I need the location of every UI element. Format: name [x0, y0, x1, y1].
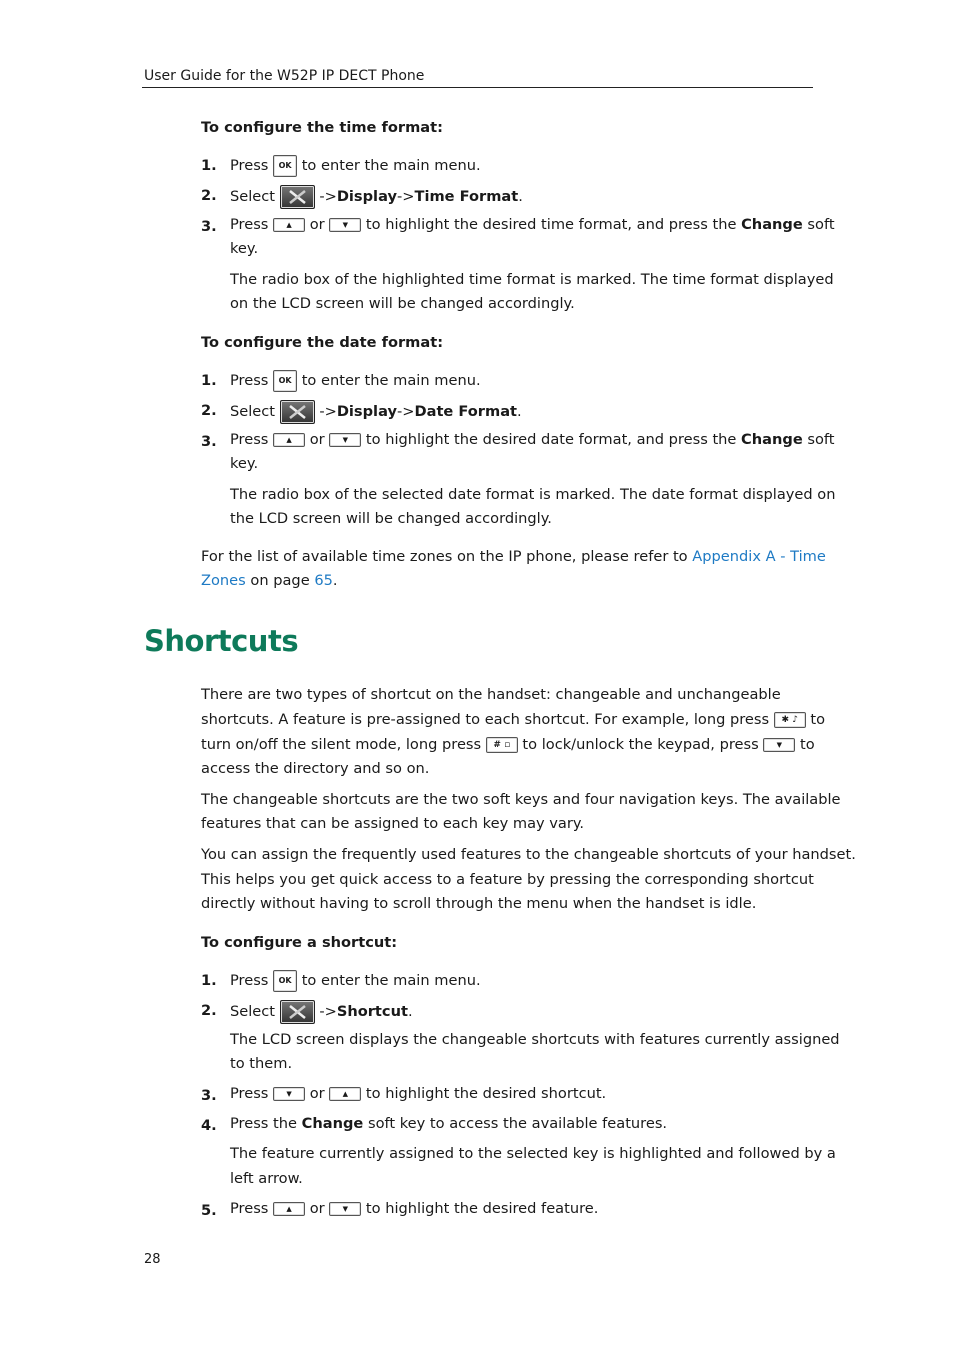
- up-key-icon: ▲: [273, 218, 305, 232]
- step-continuation: key.: [230, 455, 259, 472]
- step-number: 4.: [201, 1117, 217, 1134]
- hash-key-icon: # ▫: [486, 737, 518, 753]
- page-number: 28: [144, 1252, 161, 1267]
- note-text: on the LCD screen will be changed accordingly.: [230, 295, 575, 312]
- up-key-icon: ▲: [329, 1087, 361, 1101]
- paragraph: Zones on page 65.: [201, 572, 338, 589]
- step-text: Press OK to enter the main menu.: [230, 155, 481, 177]
- ok-key-icon: OK: [273, 370, 297, 392]
- step-text: Press ▼ or ▲ to highlight the desired shortcut.: [230, 1085, 607, 1102]
- note-text: The feature currently assigned to the selected key is highlighted and followed by a: [230, 1145, 836, 1162]
- step-text: Press ▲ or ▼ to highlight the desired time format, and press the Change soft: [230, 216, 835, 233]
- paragraph: shortcuts. A feature is pre-assigned to each shortcut. For example, long press ✱ ♪ to: [201, 711, 826, 728]
- step-text: Press OK to enter the main menu.: [230, 370, 481, 392]
- note-text: The radio box of the selected date format is marked. The date format displayed on: [230, 486, 836, 503]
- procedure-heading-date-format: To configure the date format:: [201, 334, 444, 351]
- down-key-icon: ▼: [329, 218, 361, 232]
- paragraph: features that can be assigned to each key may vary.: [201, 815, 585, 832]
- appendix-link[interactable]: Appendix A - Time: [692, 548, 826, 565]
- step-text: Select ->Display->Date Format.: [230, 400, 522, 424]
- page-link[interactable]: 65: [314, 572, 333, 589]
- down-key-icon: ▼: [329, 1202, 361, 1216]
- step-text: Press the Change soft key to access the available features.: [230, 1115, 668, 1132]
- running-header: User Guide for the W52P IP DECT Phone: [144, 68, 425, 84]
- star-key-icon: ✱ ♪: [774, 712, 806, 728]
- step-number: 2.: [201, 402, 217, 419]
- procedure-heading-time-format: To configure the time format:: [201, 119, 443, 136]
- paragraph: This helps you get quick access to a feature by pressing the corresponding shortcut: [201, 871, 814, 888]
- header-rule: [142, 87, 813, 88]
- appendix-link[interactable]: Zones: [201, 572, 246, 589]
- paragraph: access the directory and so on.: [201, 760, 430, 777]
- step-number: 2.: [201, 187, 217, 204]
- step-number: 1.: [201, 972, 217, 989]
- ok-key-icon: OK: [273, 970, 297, 992]
- step-text: Press ▲ or ▼ to highlight the desired date format, and press the Change soft: [230, 431, 835, 448]
- down-key-icon: ▼: [329, 433, 361, 447]
- paragraph: For the list of available time zones on the IP phone, please refer to Appendix A - Time: [201, 548, 826, 565]
- step-text: Select ->Display->Time Format.: [230, 185, 523, 209]
- paragraph: turn on/off the silent mode, long press # ▫ to lock/unlock the keypad, press ▼ to: [201, 736, 815, 753]
- note-text: left arrow.: [230, 1170, 303, 1187]
- step-number: 3.: [201, 218, 217, 235]
- note-text: the LCD screen will be changed accordingly.: [230, 510, 552, 527]
- step-text: Press ▲ or ▼ to highlight the desired feature.: [230, 1200, 599, 1217]
- down-key-icon: ▼: [763, 738, 795, 752]
- paragraph: There are two types of shortcut on the handset: changeable and unchangeable: [201, 686, 781, 703]
- paragraph: The changeable shortcuts are the two soft keys and four navigation keys. The available: [201, 791, 841, 808]
- step-text: Press OK to enter the main menu.: [230, 970, 481, 992]
- down-key-icon: ▼: [273, 1087, 305, 1101]
- step-number: 1.: [201, 157, 217, 174]
- step-number: 1.: [201, 372, 217, 389]
- paragraph: directly without having to scroll through the menu when the handset is idle.: [201, 895, 757, 912]
- note-text: The radio box of the highlighted time format is marked. The time format displayed: [230, 271, 834, 288]
- step-number: 3.: [201, 1087, 217, 1104]
- menu-settings-icon: [280, 1000, 315, 1024]
- step-number: 3.: [201, 433, 217, 450]
- up-key-icon: ▲: [273, 433, 305, 447]
- step-number: 5.: [201, 1202, 217, 1219]
- procedure-heading-shortcut: To configure a shortcut:: [201, 934, 398, 951]
- note-text: to them.: [230, 1055, 293, 1072]
- step-text: Select ->Shortcut.: [230, 1000, 413, 1024]
- step-continuation: key.: [230, 240, 259, 257]
- paragraph: You can assign the frequently used features to the changeable shortcuts of your handset.: [201, 846, 856, 863]
- up-key-icon: ▲: [273, 1202, 305, 1216]
- note-text: The LCD screen displays the changeable shortcuts with features currently assigned: [230, 1031, 840, 1048]
- section-title: Shortcuts: [144, 624, 299, 658]
- step-number: 2.: [201, 1002, 217, 1019]
- menu-settings-icon: [280, 185, 315, 209]
- menu-settings-icon: [280, 400, 315, 424]
- ok-key-icon: OK: [273, 155, 297, 177]
